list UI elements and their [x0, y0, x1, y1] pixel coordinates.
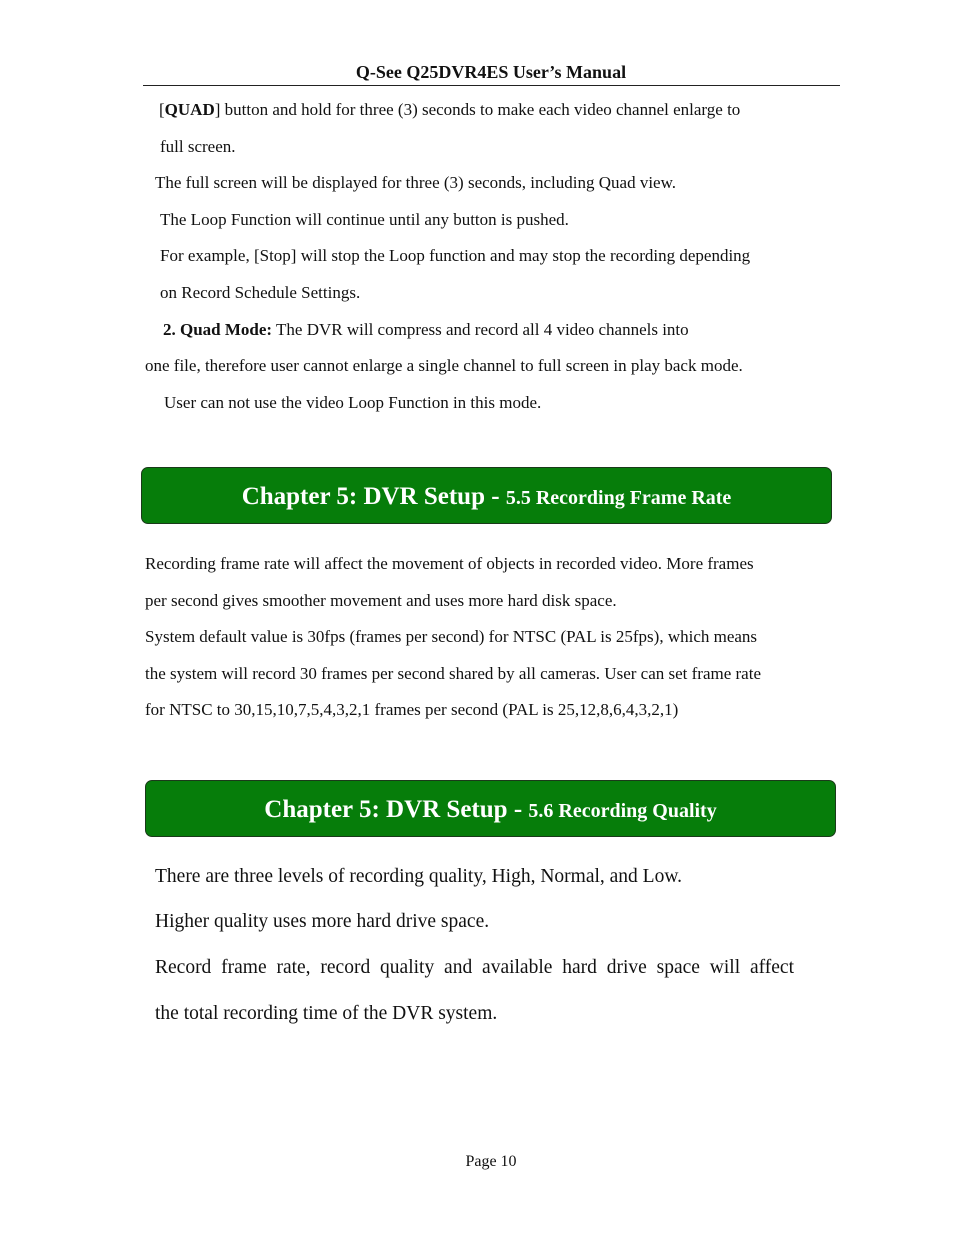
paragraph-line: System default value is 30fps (frames per second) for NTSC (PAL is 25fps), which means [145, 627, 758, 646]
quad-line-rest: ] button and hold for three (3) seconds to make each video channel enlarge to [214, 100, 741, 119]
banner-chapter-title: Chapter 5: DVR Setup - [241, 483, 506, 510]
chapter-banner-frame-rate [141, 467, 832, 524]
quad-mode-line [163, 320, 689, 340]
page-number: Page 10 [465, 1153, 517, 1170]
bracket-open: [ [159, 100, 165, 119]
paragraph-line: the system will record 30 frames per second shared by all cameras. User can set frame rate [145, 664, 761, 683]
paragraph-line: the total recording time of the DVR system. [155, 1003, 498, 1024]
paragraph-line: Record frame rate, record quality and available hard drive space will affect [155, 957, 794, 978]
quad-button-line [159, 100, 740, 120]
chapter-banner-quality [145, 780, 836, 837]
manual-header-title: Q-See Q25DVR4ES User’s Manual [355, 62, 627, 82]
paragraph-line: User can not use the video Loop Function in this mode. [164, 393, 542, 412]
paragraph-line: for NTSC to 30,15,10,7,5,4,3,2,1 frames per second (PAL is 25,12,8,6,4,3,2,1) [145, 700, 679, 719]
quad-mode-label: 2. Quad Mode: [163, 320, 273, 339]
paragraph-line: Recording frame rate will affect the movement of objects in recorded video. More frames [145, 554, 754, 573]
banner-chapter-title: Chapter 5: DVR Setup - [264, 796, 529, 823]
paragraph-line: The Loop Function will continue until any button is pushed. [160, 210, 569, 229]
paragraph-line: There are three levels of recording quality, High, Normal, and Low. [155, 866, 683, 887]
paragraph-line: one file, therefore user cannot enlarge a single channel to full screen in play back mode. [145, 356, 743, 375]
paragraph-line: The full screen will be displayed for three (3) seconds, including Quad view. [155, 173, 677, 192]
quad-mode-text: The DVR will compress and record all 4 video channels into [272, 320, 689, 339]
banner-section-title: 5.6 Recording Quality [528, 800, 717, 822]
quad-keyword: QUAD [164, 100, 215, 119]
header-divider [143, 85, 840, 86]
paragraph-line: per second gives smoother movement and uses more hard disk space. [145, 591, 617, 610]
paragraph-line: full screen. [160, 137, 236, 156]
paragraph-line: For example, [Stop] will stop the Loop function and may stop the recording depending [160, 246, 751, 265]
paragraph-line: on Record Schedule Settings. [160, 283, 361, 302]
paragraph-line: Higher quality uses more hard drive space. [155, 911, 490, 932]
banner-section-title: 5.5 Recording Frame Rate [505, 487, 732, 509]
